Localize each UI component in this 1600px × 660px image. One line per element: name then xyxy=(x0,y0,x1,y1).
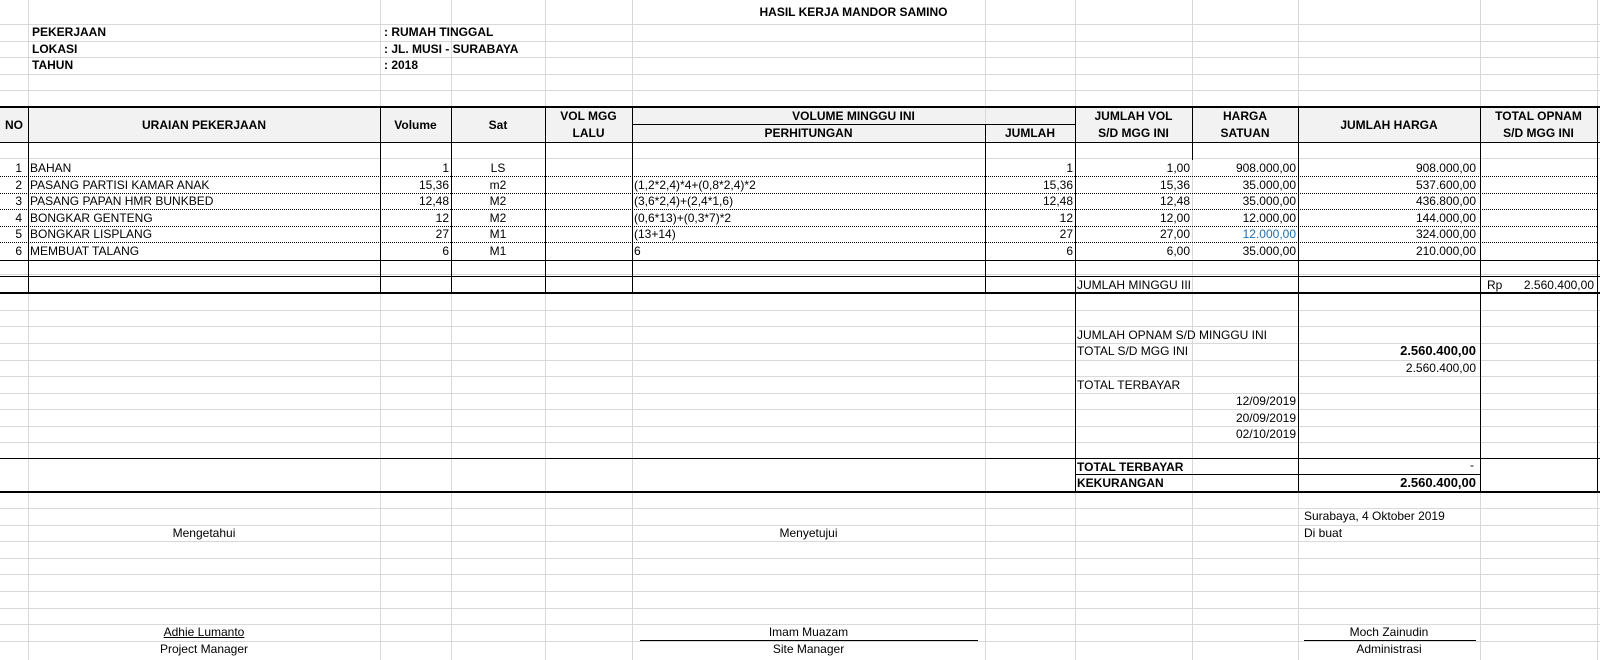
row-uraian: BONGKAR LISPLANG xyxy=(30,227,153,241)
total-terbayar-bold-label: TOTAL TERBAYAR xyxy=(1077,460,1184,474)
pm-name-text: Adhie Lumanto xyxy=(163,625,245,639)
header-harga-1: HARGA xyxy=(1223,109,1267,123)
row-sat: M2 xyxy=(489,194,507,208)
row-uraian: BAHAN xyxy=(30,161,72,175)
row-sat: M1 xyxy=(489,227,507,241)
row-no: 6 xyxy=(15,244,22,258)
row-jumlah-vol: 12,00 xyxy=(1159,211,1190,225)
menyetujui-label: Menyetujui xyxy=(779,526,838,540)
kekurangan-label: KEKURANGAN xyxy=(1077,476,1164,490)
row-harga: 35.000,00 xyxy=(1242,194,1296,208)
total-sub-value: 2.560.400,00 xyxy=(1405,361,1476,375)
row-jumlah-harga: 324.000,00 xyxy=(1415,227,1476,241)
row-perhitungan: (1,2*2,4)*4+(0,8*2,4)*2 xyxy=(634,178,756,192)
header-uraian: URAIAN PEKERJAAN xyxy=(141,118,266,132)
row-harga: 908.000,00 xyxy=(1235,161,1296,175)
row-jumlah: 27 xyxy=(1059,227,1073,241)
row-jumlah: 12,48 xyxy=(1042,194,1073,208)
row-perhitungan: (3,6*2,4)+(2,4*1,6) xyxy=(634,194,734,208)
header-no: NO xyxy=(5,118,23,132)
adm-role: Administrasi xyxy=(1356,642,1422,656)
jumlah-opnam-label: JUMLAH OPNAM S/D MINGGU INI xyxy=(1077,328,1268,342)
mengetahui-label: Mengetahui xyxy=(172,526,236,540)
lokasi-label: LOKASI xyxy=(32,42,78,56)
row-no: 5 xyxy=(15,227,22,241)
kekurangan-value: 2.560.400,00 xyxy=(1400,475,1476,490)
di-buat-label: Di buat xyxy=(1304,526,1343,540)
tahun-label: TAHUN xyxy=(32,58,74,72)
row-perhitungan: (13+14) xyxy=(634,227,676,241)
row-sat: M2 xyxy=(489,211,507,225)
document-title: HASIL KERJA MANDOR SAMINO xyxy=(759,5,948,19)
row-jumlah-vol: 6,00 xyxy=(1166,244,1190,258)
row-sat: M1 xyxy=(489,244,507,258)
header-total-opnam-2: S/D MGG INI xyxy=(1503,126,1574,140)
place-date: Surabaya, 4 Oktober 2019 xyxy=(1304,509,1445,523)
jumlah-minggu-value: 2.560.400,00 xyxy=(1523,278,1594,292)
row-no: 4 xyxy=(15,211,22,225)
row-uraian: BONGKAR GENTENG xyxy=(30,211,153,225)
row-jumlah-harga: 908.000,00 xyxy=(1415,161,1476,175)
payment-date: 02/10/2019 xyxy=(1235,427,1296,441)
jumlah-minggu-label: JUMLAH MINGGU III xyxy=(1077,278,1192,292)
pm-name xyxy=(28,624,380,640)
row-no: 3 xyxy=(15,194,22,208)
row-perhitungan: (0,6*13)+(0,3*7)*2 xyxy=(634,211,732,225)
row-volume: 1 xyxy=(442,161,449,175)
sm-role: Site Manager xyxy=(772,642,845,656)
row-jumlah-harga: 144.000,00 xyxy=(1415,211,1476,225)
total-sd-value: 2.560.400,00 xyxy=(1400,343,1476,358)
pm-role: Project Manager xyxy=(159,642,249,656)
header-perhitungan: PERHITUNGAN xyxy=(764,126,853,140)
total-sd-label: TOTAL S/D MGG INI xyxy=(1077,344,1189,358)
row-jumlah: 15,36 xyxy=(1042,178,1073,192)
row-jumlah: 6 xyxy=(1066,244,1073,258)
row-sat: m2 xyxy=(489,178,507,192)
row-volume: 12 xyxy=(435,211,449,225)
row-volume: 12,48 xyxy=(418,194,449,208)
row-no: 1 xyxy=(15,161,22,175)
row-harga: 35.000,00 xyxy=(1242,244,1296,258)
pekerjaan-label: PEKERJAAN xyxy=(32,25,107,39)
row-uraian: PASANG PAPAN HMR BUNKBED xyxy=(30,194,214,208)
row-harga: 12.000,00 xyxy=(1242,211,1296,225)
row-jumlah-harga: 436.800,00 xyxy=(1415,194,1476,208)
header-volume: Volume xyxy=(394,118,437,132)
tahun-value: : 2018 xyxy=(384,58,419,72)
header-total-opnam-1: TOTAL OPNAM xyxy=(1495,109,1582,123)
header-volume-minggu-ini: VOLUME MINGGU INI xyxy=(792,109,915,123)
adm-name: Moch Zainudin xyxy=(1349,625,1429,639)
row-jumlah-harga: 537.600,00 xyxy=(1415,178,1476,192)
row-uraian: MEMBUAT TALANG xyxy=(30,244,140,258)
row-jumlah: 12 xyxy=(1059,211,1073,225)
row-volume: 15,36 xyxy=(418,178,449,192)
total-terbayar-label: TOTAL TERBAYAR xyxy=(1077,378,1181,392)
row-no: 2 xyxy=(15,178,22,192)
payment-date: 12/09/2019 xyxy=(1235,394,1296,408)
row-jumlah-vol: 1,00 xyxy=(1166,161,1190,175)
header-harga-2: SATUAN xyxy=(1220,126,1270,140)
header-jumlah-vol-2: S/D MGG INI xyxy=(1098,126,1169,140)
row-harga: 35.000,00 xyxy=(1242,178,1296,192)
row-jumlah-vol: 27,00 xyxy=(1159,227,1190,241)
row-jumlah: 1 xyxy=(1066,161,1073,175)
currency-label: Rp xyxy=(1487,278,1503,292)
pekerjaan-value: : RUMAH TINGGAL xyxy=(384,25,494,39)
header-vol-mgg-lalu-2: LALU xyxy=(572,126,605,140)
header-jumlah: JUMLAH xyxy=(1005,126,1055,140)
row-uraian: PASANG PARTISI KAMAR ANAK xyxy=(30,178,210,192)
row-jumlah-vol: 12,48 xyxy=(1159,194,1190,208)
row-volume: 27 xyxy=(435,227,449,241)
row-harga: 12.000,00 xyxy=(1242,227,1296,241)
header-sat: Sat xyxy=(488,118,508,132)
row-volume: 6 xyxy=(442,244,449,258)
row-jumlah-harga: 210.000,00 xyxy=(1415,244,1476,258)
row-perhitungan: 6 xyxy=(634,244,641,258)
header-jumlah-vol-1: JUMLAH VOL xyxy=(1094,109,1173,123)
total-terbayar-value: - xyxy=(1470,458,1474,472)
header-vol-mgg-lalu-1: VOL MGG xyxy=(560,109,617,123)
sm-name: Imam Muazam xyxy=(768,625,849,639)
payment-date: 20/09/2019 xyxy=(1235,411,1296,425)
row-sat: LS xyxy=(490,161,506,175)
row-jumlah-vol: 15,36 xyxy=(1159,178,1190,192)
lokasi-value: : JL. MUSI - SURABAYA xyxy=(384,42,519,56)
header-jumlah-harga: JUMLAH HARGA xyxy=(1340,118,1438,132)
